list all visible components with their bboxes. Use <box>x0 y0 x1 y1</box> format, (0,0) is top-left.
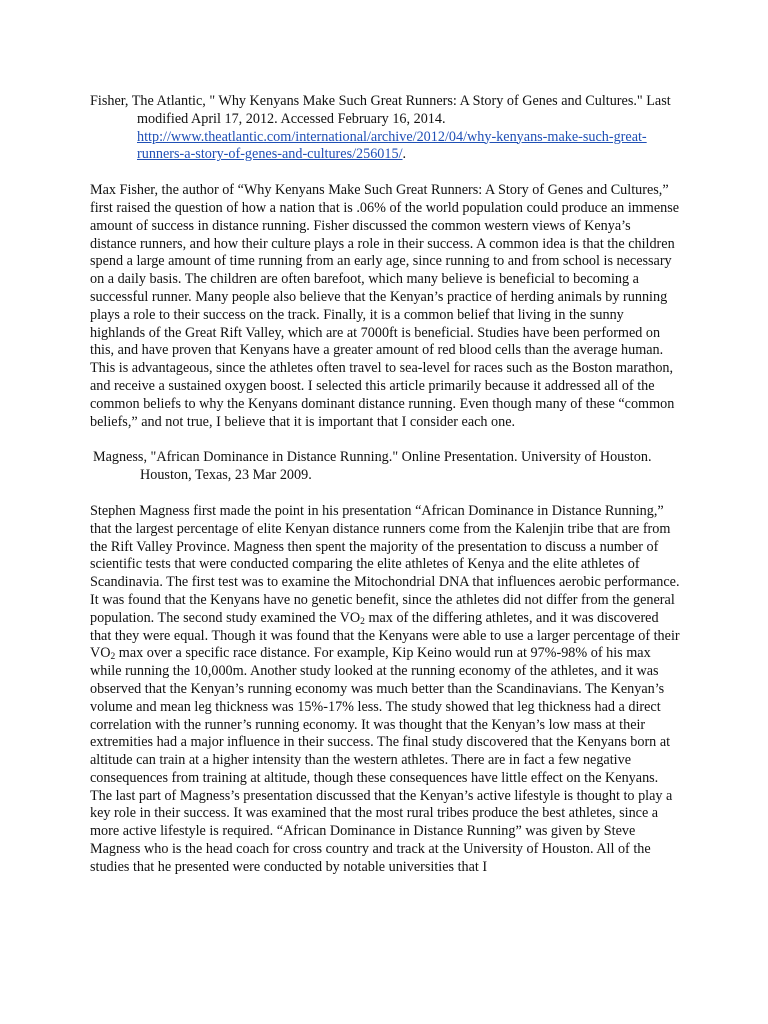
document-page <box>90 93 680 877</box>
citation-fisher-period: . <box>402 146 407 163</box>
paragraph-magness-part2: max of the differing athletes, and it was discovered that they were equal. Though it was found that the Kenyans were able to use a larger percentage of their VO <box>90 609 680 662</box>
spacer <box>90 485 680 503</box>
citation-magness: Magness, "African Dominance in Distance Running." Online Presentation. University of Houston. Houston, Texas, 23 Mar 2009. <box>93 449 652 484</box>
paragraph-fisher-summary: Max Fisher, the author of “Why Kenyans Make Such Great Runners: A Story of Genes and Cultures,” first raised the question of how a nation that is .06% of the world population could produce an immense amount of success in distance running. Fisher discussed the common western views of Kenya’s distance runners, and how their culture plays a role in their success. A common idea is that the children spend a large amount of time running from an early age, since running to and from school is necessary on a daily basis. The children are often barefoot, which many believe is beneficial to becoming a successful runner. Many people also believe that the Kenyan’s practice of herding animals by running plays a role to their success on the track. Finally, it is a common belief that living in the sunny highlands of the Great Rift Valley, which are at 7000ft is beneficial. Studies have been performed on this, and have proven that Kenyans have a greater amount of red blood cells than the average human. This is advantageous, since the athletes often travel to sea-level for races such as the Boston marathon, and receive a sustained oxygen boost. I selected this article primarily because it addressed all of the common beliefs to why the Kenyans dominant distance running. Even though many of these “common beliefs,” and not true, I believe that it is important that I consider each one. <box>90 182 680 430</box>
vo2-subscript: 2 <box>360 616 365 627</box>
paragraph-magness-part1: Stephen Magness first made the point in his presentation “African Dominance in Distance Running,” that the largest percentage of elite Kenyan distance runners come from the Kalenjin tribe that are from the Rift Valley Province. Magness then spent the majority of the presentation to discuss a number of scientific tests that were conducted comparing the elite athletes of Kenya and the elite athletes of Scandinavia. The first test was to examine the Mitochondrial DNA that influences aerobic performance. It was found that the Kenyans have no genetic benefit, since the athletes did not differ from the general population. The second study examined the VO <box>90 502 680 626</box>
spacer <box>90 431 680 449</box>
citation-fisher-text: Fisher, The Atlantic, " Why Kenyans Make Such Great Runners: A Story of Genes and Cultures." Last modified April 17, 2012. Accessed February 16, 2014. <box>90 93 671 127</box>
paragraph-magness-summary <box>90 503 680 877</box>
citation-fisher <box>90 93 680 164</box>
citation-fisher-link[interactable]: http://www.theatlantic.com/international/archive/2012/04/why-kenyans-make-such-great-runners-a-story-of-genes-and-cultures/256015/ <box>137 128 647 163</box>
paragraph-magness-part3: max over a specific race distance. For example, Kip Keino would run at 97%-98% of his max while running the 10,000m. Another study looked at the running economy of the athletes, and it was observed that the Kenyan’s running economy was much better than the Scandinavians. The Kenyan’s volume and mean leg thickness was 15%-17% less. The study showed that leg thickness had a direct correlation with the runner’s running economy. It was thought that the Kenyan’s low mass at their extremities had a major influence in their success. The final study discovered that the Kenyans born at altitude can train at a higher intensity than the western athletes. There are in fact a few negative consequences from training at altitude, though these consequences have little effect on the Kenyans. The last part of Magness’s presentation discussed that the Kenyan’s active lifestyle is thought to play a key role in their success. It was examined that the most rural tribes produce the best athletes, since a more active lifestyle is required. “African Dominance in Distance Running” was given by Steve Magness who is the head coach for cross country and track at the University of Houston. All of the studies that he presented were conducted by notable universities that I <box>90 645 673 875</box>
vo2-subscript: 2 <box>110 652 116 663</box>
spacer <box>90 164 680 182</box>
